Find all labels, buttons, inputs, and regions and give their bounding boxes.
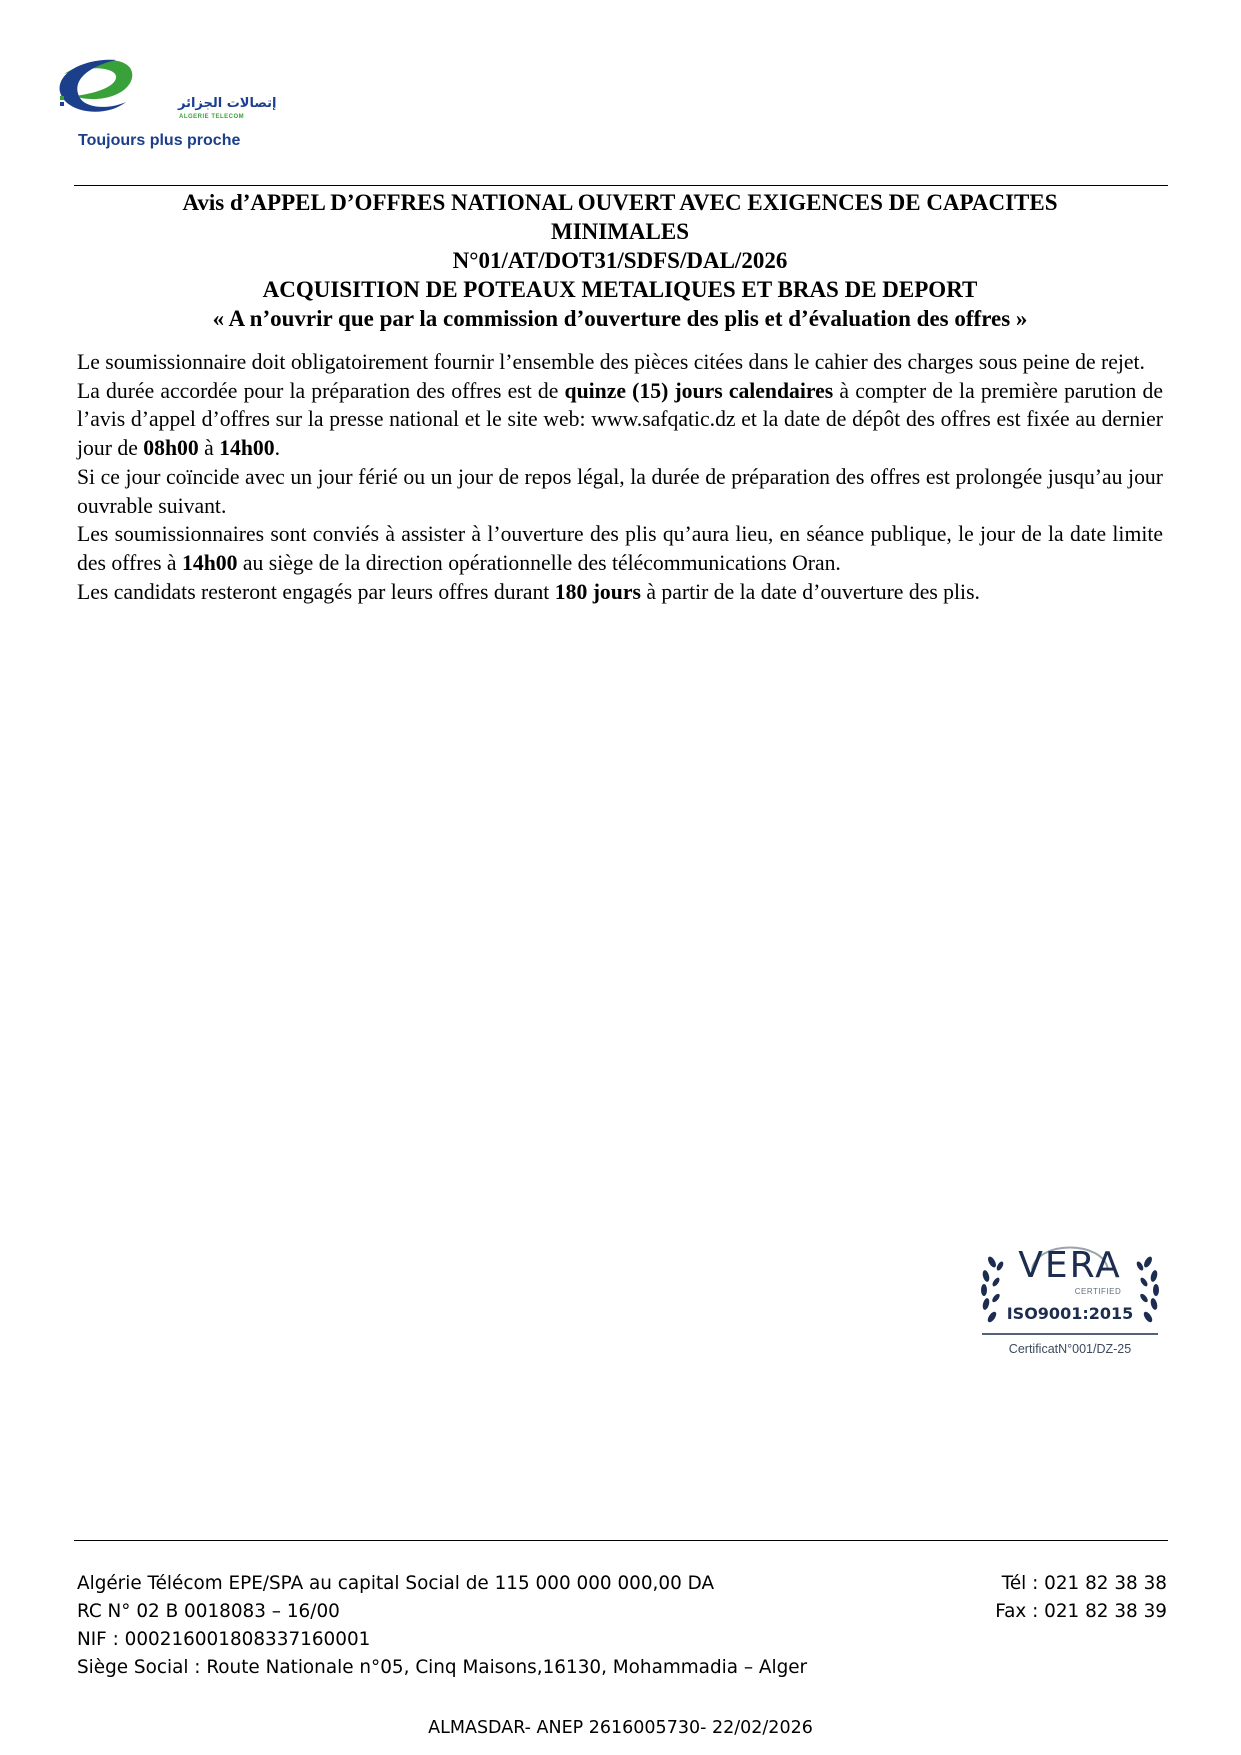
company-contact [907,1570,1167,1626]
end-time: 14h00 [219,436,275,461]
iso-certification-badge [974,1226,1166,1361]
duration-highlight: quinze (15) jours calendaires [564,378,834,403]
paragraph-opening: Les soumissionnaires sont conviés à assister à l’ouverture des plis qu’aura lieu, en séance publique, le jour de la date limite des offres à 14h00 au siège de la direction opérationnelle des télécommunications Oran. [77,522,1163,575]
logo-arabic-name: إتصالات الجزائر [178,96,277,111]
cert-standard: ISO9001:2015 [1006,1304,1134,1323]
notice-title-line1: Avis d’APPEL D’OFFRES NATIONAL OUVERT AVEC EXIGENCES DE CAPACITES [182,190,1058,215]
company-phone: Tél : 021 82 38 38 [1001,1573,1167,1594]
publication-reference: ALMASDAR- ANEP 2616005730- 22/02/2026 [428,1718,813,1738]
company-address: Siège Social : Route Nationale n°05, Cinq Maisons,16130, Mohammadia – Alger [77,1657,808,1678]
cert-number: CertificatN°001/DZ-25 [1008,1342,1132,1356]
company-capital: Algérie Télécom EPE/SPA au capital Social de 115 000 000 000,00 DA [77,1573,715,1594]
notice-title-line2: MINIMALES [550,219,689,244]
company-fax: Fax : 021 82 38 39 [995,1601,1167,1622]
paragraph-holiday: Si ce jour coïncide avec un jour férié ou un jour de repos légal, la durée de préparation des offres est prolongée jusqu’au jour ouvrable suivant. [77,464,1163,518]
start-time: 08h00 [143,436,199,461]
footer-divider [74,1540,1168,1541]
paragraph-documents: Le soumissionnaire doit obligatoirement fournir l’ensemble des pièces citées dans le cahier des charges sous peine de rejet. [77,350,1145,374]
notice-reference: N°01/AT/DOT31/SDFS/DAL/2026 [452,248,788,273]
notice-subject: ACQUISITION DE POTEAUX METALIQUES ET BRAS DE DEPORT [262,277,978,302]
paragraph-deadline: La durée accordée pour la préparation des offres est de quinze (15) jours calendaires à compter de la première parution de l’avis d’appel d’offres sur la presse national et le site web: www.safqatic.dz et la date de dépôt des offres est fixée au dernier jour de 08h00 à 14h00. [77,378,1163,461]
notice-opening-instruction: « A n’ouvrir que par la commission d’ouverture des plis et d’évaluation des offres » [212,306,1028,331]
company-details [77,1570,877,1682]
cert-brand: VERA [1018,1245,1122,1286]
paragraph-validity: Les candidats resteront engagés par leurs offres durant 180 jours à partir de la date d’ouverture des plis. [77,579,980,604]
opening-time: 14h00 [182,550,238,575]
logo-latin-name: ALGERIE TELECOM [179,114,245,120]
header-divider [74,185,1168,186]
cert-label: CERTIFIED [1074,1287,1122,1296]
logo-tagline: Toujours plus proche [78,132,241,149]
logo-mark-icon [56,52,276,132]
notice-body [77,348,1163,606]
algerie-telecom-logo [56,52,276,152]
notice-header [110,188,1130,333]
validity-duration: 180 jours [554,579,641,604]
company-rc: RC N° 02 B 0018083 – 16/00 [77,1601,340,1622]
company-nif: NIF : 000216001808337160001 [77,1629,371,1650]
